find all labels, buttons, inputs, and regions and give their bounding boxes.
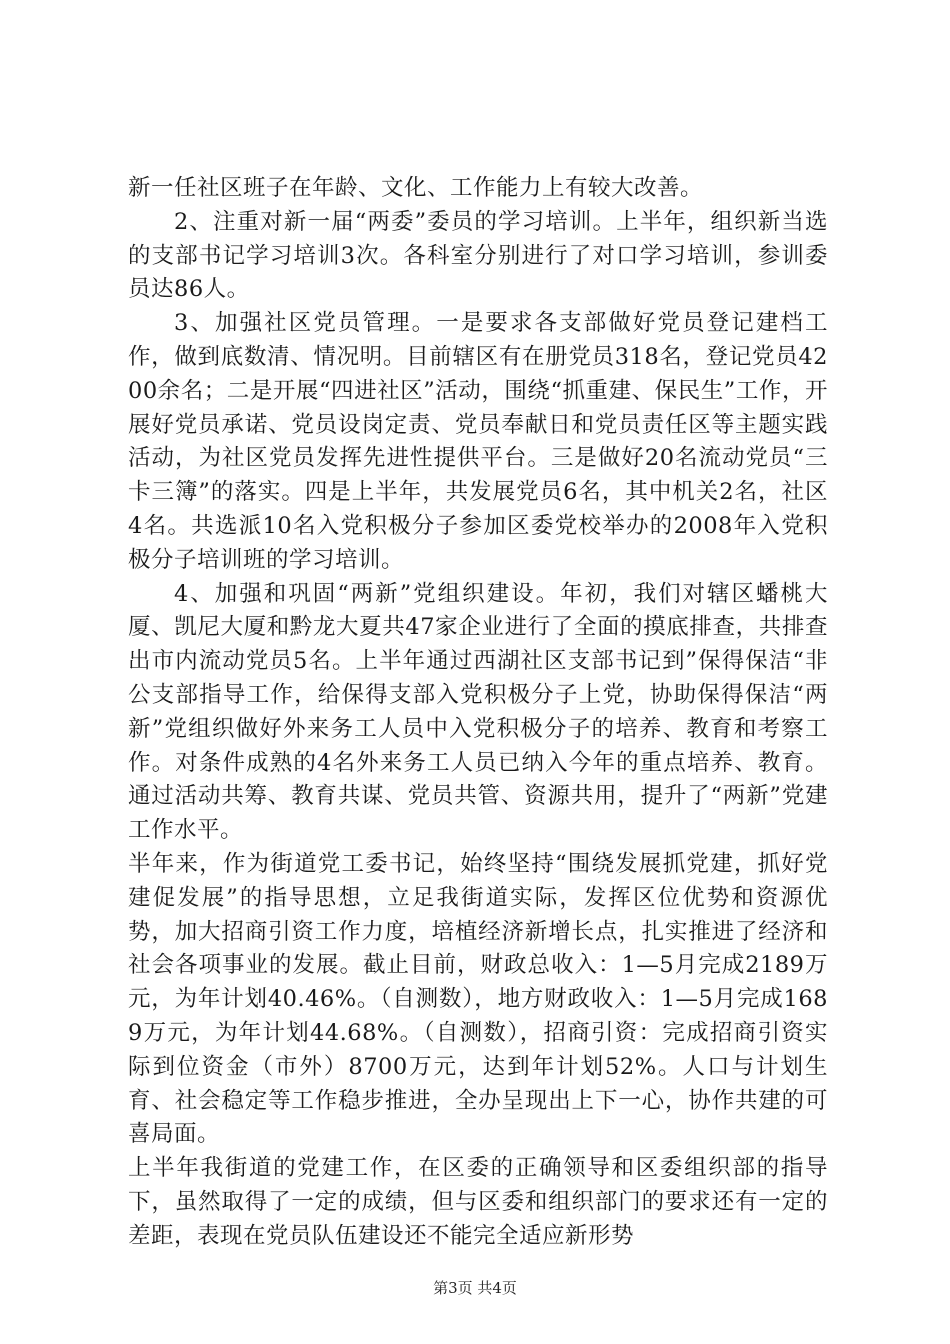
document-body [128,172,828,1254]
paragraph-half-year-summary: 半年来，作为街道党工委书记，始终坚持“围绕发展抓党建，抓好党建促发展”的指导思想，立足我街道实际，发挥区位优势和资源优势，加大招商引资工作力度，培植经济新增长点，扎实推进了经济和社会各项事业的发展。截止目前，财政总收入：1—5月完成2189万元，为年计划40.46%。（自测数），地方财政收入：1—5月完成1689万元，为年计划44.68%。（自测数），招商引资：完成招商引资实际到位资金（市外）8700万元，达到年计划52%。人口与计划生育、社会稳定等工作稳步推进，全办呈现出上下一心，协作共建的可喜局面。 [128,850,828,1148]
paragraph-item-3: 3、加强社区党员管理。一是要求各支部做好党员登记建档工作，做到底数清、情况明。目前辖区有在册党员318名，登记党员4200余名；二是开展“四进社区”活动，围绕“抓重建、保民生”工作，开展好党员承诺、党员设岗定责、党员奉献日和党员责任区等主题实践活动，为社区党员发挥先进性提供平台。三是做好20名流动党员“三卡三簿”的落实。四是上半年，共发展党员6名，其中机关2名，社区4名。共选派10名入党积极分子参加区委党校举办的2008年入党积极分子培训班的学习培训。 [128,310,828,573]
paragraph-continuation: 新一任社区班子在年龄、文化、工作能力上有较大改善。 [128,175,704,201]
paragraph-item-4: 4、加强和巩固“两新”党组织建设。年初，我们对辖区蟠桃大厦、凯尼大厦和黔龙大夏共47家企业进行了全面的摸底排查，共排查出市内流动党员5名。上半年通过西湖社区支部书记到”保得保洁“非公支部指导工作，给保得支部入党积极分子上党，协助保得保洁“两新”党组织做好外来务工人员中入党积极分子的培养、教育和考察工作。对条件成熟的4名外来务工人员已纳入今年的重点培养、教育。通过活动共筹、教育共谋、党员共管、资源共用，提升了“两新”党建工作水平。 [128,580,828,844]
paragraph-shortcomings: 上半年我街道的党建工作，在区委的正确领导和区委组织部的指导下，虽然取得了一定的成绩，但与区委和组织部门的要求还有一定的差距，表现在党员队伍建设还不能完全适应新形势 [128,1155,828,1249]
page-footer: 第3页 共4页 [433,1279,517,1297]
paragraph-item-2: 2、注重对新一届“两委”委员的学习培训。上半年，组织新当选的支部书记学习培训3次。各科室分别进行了对口学习培训，参训委员达86人。 [128,208,828,303]
